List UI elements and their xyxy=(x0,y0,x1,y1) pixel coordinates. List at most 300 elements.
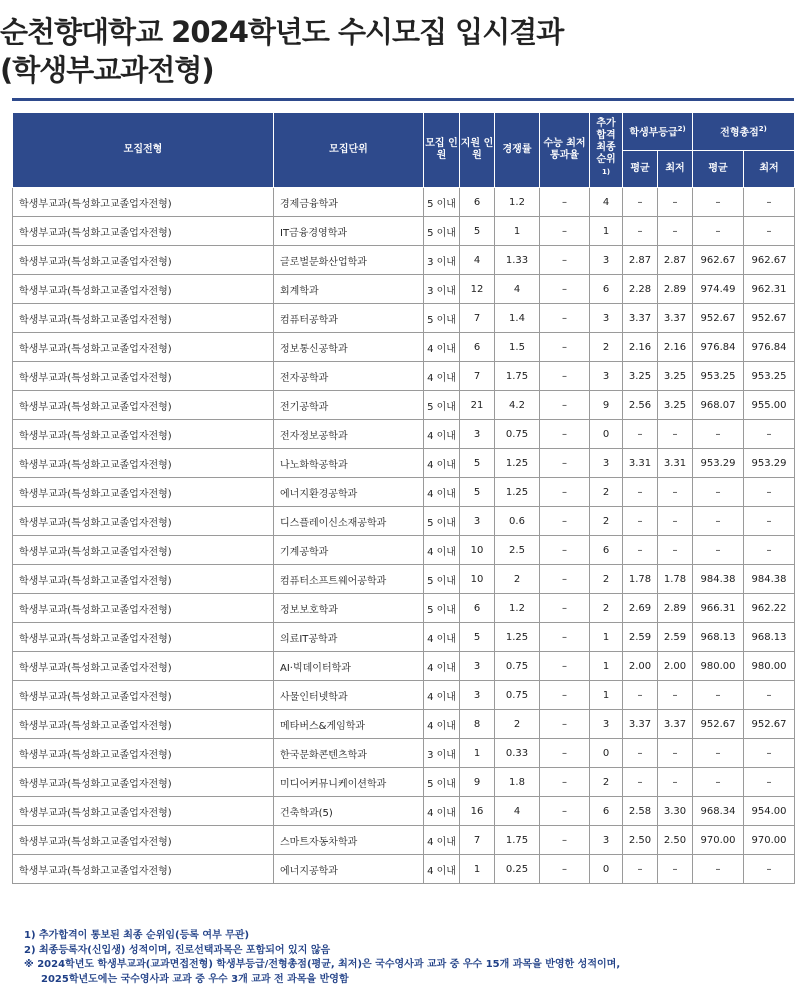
cell-waitlist-rank: 2 xyxy=(590,565,623,594)
cell-unit: 기계공학과 xyxy=(274,536,424,565)
cell-csat-pass: – xyxy=(540,420,590,449)
cell-quota: 4 이내 xyxy=(424,623,460,652)
cell-unit: 컴퓨터소프트웨어공학과 xyxy=(274,565,424,594)
cell-track: 학생부교과(특성화고교졸업자전형) xyxy=(13,246,274,275)
header-score-avg: 평균 xyxy=(693,151,744,188)
cell-quota: 5 이내 xyxy=(424,565,460,594)
header-score-min: 최저 xyxy=(744,151,795,188)
cell-csat-pass: – xyxy=(540,275,590,304)
cell-grade-min: 1.78 xyxy=(658,565,693,594)
cell-grade-min: 3.30 xyxy=(658,797,693,826)
cell-grade-min: 3.25 xyxy=(658,362,693,391)
cell-csat-pass: – xyxy=(540,507,590,536)
cell-unit: 미디어커뮤니케이션학과 xyxy=(274,768,424,797)
footnote-1: 1) 추가합격이 통보된 최종 순위임(등록 여부 무관) xyxy=(24,930,250,941)
cell-grade-min: 3.37 xyxy=(658,710,693,739)
cell-track: 학생부교과(특성화고교졸업자전형) xyxy=(13,420,274,449)
cell-quota: 4 이내 xyxy=(424,362,460,391)
cell-unit: 전자공학과 xyxy=(274,362,424,391)
cell-ratio: 0.25 xyxy=(495,855,540,884)
cell-waitlist-rank: 3 xyxy=(590,449,623,478)
cell-score-min: 952.67 xyxy=(744,710,795,739)
cell-score-avg: – xyxy=(693,681,744,710)
header-applicants: 지원 인원 xyxy=(460,113,495,188)
cell-csat-pass: – xyxy=(540,246,590,275)
cell-score-avg: 962.67 xyxy=(693,246,744,275)
cell-applicants: 3 xyxy=(460,652,495,681)
cell-grade-avg: – xyxy=(623,217,658,246)
cell-track: 학생부교과(특성화고교졸업자전형) xyxy=(13,507,274,536)
cell-waitlist-rank: 3 xyxy=(590,362,623,391)
cell-quota: 5 이내 xyxy=(424,594,460,623)
cell-csat-pass: – xyxy=(540,188,590,217)
table-row xyxy=(13,217,795,246)
cell-score-min: – xyxy=(744,507,795,536)
cell-score-min: 984.38 xyxy=(744,565,795,594)
cell-waitlist-rank: 0 xyxy=(590,420,623,449)
cell-ratio: 1.75 xyxy=(495,362,540,391)
cell-applicants: 12 xyxy=(460,275,495,304)
cell-grade-min: 2.16 xyxy=(658,333,693,362)
cell-score-avg: 952.67 xyxy=(693,710,744,739)
cell-score-avg: 952.67 xyxy=(693,304,744,333)
cell-ratio: 0.33 xyxy=(495,739,540,768)
cell-score-avg: 976.84 xyxy=(693,333,744,362)
cell-csat-pass: – xyxy=(540,768,590,797)
cell-waitlist-rank: 1 xyxy=(590,217,623,246)
cell-waitlist-rank: 2 xyxy=(590,333,623,362)
cell-csat-pass: – xyxy=(540,333,590,362)
cell-csat-pass: – xyxy=(540,623,590,652)
cell-score-min: 962.67 xyxy=(744,246,795,275)
cell-ratio: 0.75 xyxy=(495,420,540,449)
cell-csat-pass: – xyxy=(540,739,590,768)
cell-unit: 사물인터넷학과 xyxy=(274,681,424,710)
table-row xyxy=(13,449,795,478)
cell-quota: 4 이내 xyxy=(424,333,460,362)
cell-waitlist-rank: 6 xyxy=(590,536,623,565)
cell-quota: 3 이내 xyxy=(424,275,460,304)
cell-ratio: 1.25 xyxy=(495,449,540,478)
cell-unit: 글로벌문화산업학과 xyxy=(274,246,424,275)
cell-csat-pass: – xyxy=(540,362,590,391)
cell-waitlist-rank: 2 xyxy=(590,594,623,623)
cell-score-avg: 984.38 xyxy=(693,565,744,594)
cell-grade-min: 2.59 xyxy=(658,623,693,652)
footnote-2: 2) 최종등록자(신입생) 성적이며, 진로선택과목은 포함되어 있지 않음 xyxy=(24,944,331,956)
header-grade-min: 최저 xyxy=(658,151,693,188)
cell-unit: AI·빅데이터학과 xyxy=(274,652,424,681)
cell-csat-pass: – xyxy=(540,478,590,507)
header-quota: 모집 인원 xyxy=(424,113,460,188)
cell-csat-pass: – xyxy=(540,565,590,594)
cell-ratio: 1.2 xyxy=(495,594,540,623)
table-row xyxy=(13,652,795,681)
cell-grade-avg: 3.31 xyxy=(623,449,658,478)
cell-grade-min: – xyxy=(658,217,693,246)
cell-grade-min: – xyxy=(658,739,693,768)
cell-score-avg: – xyxy=(693,217,744,246)
cell-grade-min: 3.25 xyxy=(658,391,693,420)
cell-waitlist-rank: 3 xyxy=(590,304,623,333)
cell-csat-pass: – xyxy=(540,681,590,710)
footnote-3: ※ 2024학년도 학생부교과(교과면접전형) 학생부등급/전형총점(평균, 최저)은 국수영사과 교과 중 우수 15개 과목을 반영한 성적이며, xyxy=(24,959,621,970)
cell-ratio: 1.4 xyxy=(495,304,540,333)
cell-quota: 3 이내 xyxy=(424,246,460,275)
cell-applicants: 5 xyxy=(460,478,495,507)
cell-grade-avg: 2.16 xyxy=(623,333,658,362)
cell-track: 학생부교과(특성화고교졸업자전형) xyxy=(13,188,274,217)
cell-unit: 나노화학공학과 xyxy=(274,449,424,478)
cell-score-avg: – xyxy=(693,420,744,449)
cell-track: 학생부교과(특성화고교졸업자전형) xyxy=(13,594,274,623)
table-row xyxy=(13,420,795,449)
cell-track: 학생부교과(특성화고교졸업자전형) xyxy=(13,478,274,507)
cell-csat-pass: – xyxy=(540,797,590,826)
header-waitlist: 추가 합격 최종 순위 $^{1)}$ xyxy=(590,113,623,188)
cell-score-min: 955.00 xyxy=(744,391,795,420)
cell-track: 학생부교과(특성화고교졸업자전형) xyxy=(13,768,274,797)
cell-grade-min: 2.00 xyxy=(658,652,693,681)
cell-unit: 에너지환경공학과 xyxy=(274,478,424,507)
cell-grade-avg: – xyxy=(623,478,658,507)
cell-score-min: – xyxy=(744,768,795,797)
cell-track: 학생부교과(특성화고교졸업자전형) xyxy=(13,217,274,246)
cell-applicants: 5 xyxy=(460,449,495,478)
cell-unit: 스마트자동차학과 xyxy=(274,826,424,855)
cell-applicants: 21 xyxy=(460,391,495,420)
cell-score-min: 970.00 xyxy=(744,826,795,855)
cell-applicants: 10 xyxy=(460,536,495,565)
cell-quota: 4 이내 xyxy=(424,420,460,449)
cell-score-avg: 974.49 xyxy=(693,275,744,304)
cell-score-avg: – xyxy=(693,188,744,217)
cell-score-min: 962.22 xyxy=(744,594,795,623)
cell-ratio: 1.75 xyxy=(495,826,540,855)
cell-unit: 컴퓨터공학과 xyxy=(274,304,424,333)
cell-unit: 의료IT공학과 xyxy=(274,623,424,652)
cell-grade-min: 2.89 xyxy=(658,275,693,304)
cell-applicants: 6 xyxy=(460,333,495,362)
cell-grade-min: – xyxy=(658,507,693,536)
cell-score-min: 953.29 xyxy=(744,449,795,478)
page-subtitle: (학생부교과전형) xyxy=(0,53,214,87)
cell-track: 학생부교과(특성화고교졸업자전형) xyxy=(13,565,274,594)
table-row xyxy=(13,623,795,652)
cell-track: 학생부교과(특성화고교졸업자전형) xyxy=(13,739,274,768)
cell-ratio: 0.6 xyxy=(495,507,540,536)
cell-waitlist-rank: 2 xyxy=(590,478,623,507)
cell-applicants: 7 xyxy=(460,362,495,391)
cell-ratio: 0.75 xyxy=(495,681,540,710)
table-row xyxy=(13,478,795,507)
cell-grade-avg: – xyxy=(623,420,658,449)
cell-grade-avg: 3.37 xyxy=(623,304,658,333)
table-row xyxy=(13,739,795,768)
cell-quota: 5 이내 xyxy=(424,507,460,536)
cell-score-min: – xyxy=(744,217,795,246)
cell-grade-min: – xyxy=(658,188,693,217)
cell-quota: 4 이내 xyxy=(424,536,460,565)
table-row xyxy=(13,565,795,594)
cell-grade-min: 2.50 xyxy=(658,826,693,855)
cell-track: 학생부교과(특성화고교졸업자전형) xyxy=(13,855,274,884)
cell-unit: 전자정보공학과 xyxy=(274,420,424,449)
cell-unit: 정보보호학과 xyxy=(274,594,424,623)
cell-ratio: 2.5 xyxy=(495,536,540,565)
cell-grade-min: – xyxy=(658,681,693,710)
header-csat-pass: 수능 최저 통과율 xyxy=(540,113,590,188)
cell-applicants: 5 xyxy=(460,623,495,652)
cell-grade-avg: 2.28 xyxy=(623,275,658,304)
cell-grade-avg: – xyxy=(623,681,658,710)
cell-grade-min: 2.87 xyxy=(658,246,693,275)
cell-track: 학생부교과(특성화고교졸업자전형) xyxy=(13,449,274,478)
cell-score-avg: 968.07 xyxy=(693,391,744,420)
cell-ratio: 1.2 xyxy=(495,188,540,217)
cell-ratio: 1.25 xyxy=(495,623,540,652)
cell-track: 학생부교과(특성화고교졸업자전형) xyxy=(13,275,274,304)
cell-ratio: 4 xyxy=(495,797,540,826)
cell-track: 학생부교과(특성화고교졸업자전형) xyxy=(13,681,274,710)
cell-unit: IT금융경영학과 xyxy=(274,217,424,246)
cell-applicants: 10 xyxy=(460,565,495,594)
table-row xyxy=(13,275,795,304)
results-body xyxy=(13,188,795,884)
cell-applicants: 5 xyxy=(460,217,495,246)
table-row xyxy=(13,507,795,536)
results-table xyxy=(12,112,795,884)
table-row xyxy=(13,797,795,826)
cell-waitlist-rank: 2 xyxy=(590,768,623,797)
cell-applicants: 1 xyxy=(460,739,495,768)
cell-score-min: 976.84 xyxy=(744,333,795,362)
cell-track: 학생부교과(특성화고교졸업자전형) xyxy=(13,797,274,826)
cell-track: 학생부교과(특성화고교졸업자전형) xyxy=(13,652,274,681)
header-grade-avg: 평균 xyxy=(623,151,658,188)
cell-quota: 4 이내 xyxy=(424,478,460,507)
cell-waitlist-rank: 6 xyxy=(590,797,623,826)
cell-grade-min: 3.37 xyxy=(658,304,693,333)
cell-track: 학생부교과(특성화고교졸업자전형) xyxy=(13,826,274,855)
cell-score-avg: 953.25 xyxy=(693,362,744,391)
cell-track: 학생부교과(특성화고교졸업자전형) xyxy=(13,623,274,652)
cell-score-min: 953.25 xyxy=(744,362,795,391)
cell-applicants: 9 xyxy=(460,768,495,797)
cell-csat-pass: – xyxy=(540,826,590,855)
table-row xyxy=(13,681,795,710)
cell-score-avg: 966.31 xyxy=(693,594,744,623)
cell-grade-avg: – xyxy=(623,768,658,797)
cell-applicants: 16 xyxy=(460,797,495,826)
cell-grade-avg: 2.00 xyxy=(623,652,658,681)
footnotes xyxy=(24,929,794,987)
cell-quota: 5 이내 xyxy=(424,391,460,420)
header-ratio: 경쟁률 xyxy=(495,113,540,188)
table-row xyxy=(13,362,795,391)
cell-quota: 5 이내 xyxy=(424,217,460,246)
cell-applicants: 6 xyxy=(460,188,495,217)
cell-unit: 정보통신공학과 xyxy=(274,333,424,362)
cell-unit: 건축학과(5) xyxy=(274,797,424,826)
cell-csat-pass: – xyxy=(540,536,590,565)
cell-csat-pass: – xyxy=(540,652,590,681)
cell-quota: 4 이내 xyxy=(424,449,460,478)
table-row xyxy=(13,391,795,420)
cell-waitlist-rank: 3 xyxy=(590,246,623,275)
cell-quota: 4 이내 xyxy=(424,710,460,739)
cell-quota: 4 이내 xyxy=(424,652,460,681)
cell-unit: 한국문화콘텐츠학과 xyxy=(274,739,424,768)
cell-quota: 4 이내 xyxy=(424,855,460,884)
cell-unit: 전기공학과 xyxy=(274,391,424,420)
cell-csat-pass: – xyxy=(540,449,590,478)
cell-applicants: 7 xyxy=(460,826,495,855)
cell-grade-avg: – xyxy=(623,739,658,768)
cell-grade-avg: – xyxy=(623,855,658,884)
cell-waitlist-rank: 0 xyxy=(590,855,623,884)
cell-score-min: 952.67 xyxy=(744,304,795,333)
cell-score-min: – xyxy=(744,478,795,507)
cell-quota: 5 이내 xyxy=(424,188,460,217)
title-divider xyxy=(12,98,794,101)
cell-score-min: – xyxy=(744,855,795,884)
header-score-group: 전형총점$^{2)}$ xyxy=(693,113,795,151)
header-unit: 모집단위 xyxy=(274,113,424,188)
cell-score-avg: – xyxy=(693,768,744,797)
table-row xyxy=(13,768,795,797)
cell-waitlist-rank: 1 xyxy=(590,681,623,710)
table-row xyxy=(13,826,795,855)
cell-score-min: 968.13 xyxy=(744,623,795,652)
cell-ratio: 0.75 xyxy=(495,652,540,681)
cell-waitlist-rank: 4 xyxy=(590,188,623,217)
cell-score-avg: – xyxy=(693,536,744,565)
cell-grade-avg: 3.25 xyxy=(623,362,658,391)
cell-score-min: 980.00 xyxy=(744,652,795,681)
cell-csat-pass: – xyxy=(540,391,590,420)
table-row xyxy=(13,188,795,217)
cell-score-min: – xyxy=(744,739,795,768)
cell-score-min: 954.00 xyxy=(744,797,795,826)
cell-track: 학생부교과(특성화고교졸업자전형) xyxy=(13,391,274,420)
page-title: 순천향대학교 2024학년도 수시모집 입시결과 xyxy=(0,15,564,49)
cell-unit: 경제금융학과 xyxy=(274,188,424,217)
cell-ratio: 1 xyxy=(495,217,540,246)
header-track: 모집전형 xyxy=(13,113,274,188)
cell-csat-pass: – xyxy=(540,304,590,333)
cell-grade-avg: – xyxy=(623,507,658,536)
cell-ratio: 2 xyxy=(495,710,540,739)
cell-applicants: 3 xyxy=(460,507,495,536)
cell-applicants: 3 xyxy=(460,681,495,710)
cell-grade-min: – xyxy=(658,536,693,565)
cell-applicants: 6 xyxy=(460,594,495,623)
cell-ratio: 1.5 xyxy=(495,333,540,362)
cell-score-min: – xyxy=(744,536,795,565)
footnote-4: 2025학년도에는 국수영사과 교과 중 우수 3개 교과 전 과목을 반영함 xyxy=(41,973,349,985)
cell-grade-avg: – xyxy=(623,536,658,565)
cell-applicants: 3 xyxy=(460,420,495,449)
cell-score-avg: 953.29 xyxy=(693,449,744,478)
cell-waitlist-rank: 0 xyxy=(590,739,623,768)
cell-track: 학생부교과(특성화고교졸업자전형) xyxy=(13,333,274,362)
table-row xyxy=(13,333,795,362)
cell-grade-min: 2.89 xyxy=(658,594,693,623)
cell-applicants: 1 xyxy=(460,855,495,884)
cell-score-avg: – xyxy=(693,739,744,768)
cell-grade-avg: 2.58 xyxy=(623,797,658,826)
cell-score-avg: 980.00 xyxy=(693,652,744,681)
cell-grade-min: – xyxy=(658,768,693,797)
table-row xyxy=(13,304,795,333)
cell-score-avg: – xyxy=(693,507,744,536)
cell-track: 학생부교과(특성화고교졸업자전형) xyxy=(13,362,274,391)
header-grade-group: 학생부등급$^{2)}$ xyxy=(623,113,693,151)
cell-grade-avg: 1.78 xyxy=(623,565,658,594)
cell-quota: 4 이내 xyxy=(424,681,460,710)
cell-score-avg: 968.13 xyxy=(693,623,744,652)
cell-ratio: 1.25 xyxy=(495,478,540,507)
cell-csat-pass: – xyxy=(540,855,590,884)
cell-csat-pass: – xyxy=(540,710,590,739)
cell-ratio: 4.2 xyxy=(495,391,540,420)
cell-waitlist-rank: 2 xyxy=(590,507,623,536)
table-row xyxy=(13,246,795,275)
cell-ratio: 2 xyxy=(495,565,540,594)
cell-waitlist-rank: 1 xyxy=(590,623,623,652)
cell-unit: 회계학과 xyxy=(274,275,424,304)
cell-quota: 4 이내 xyxy=(424,797,460,826)
cell-waitlist-rank: 6 xyxy=(590,275,623,304)
cell-csat-pass: – xyxy=(540,594,590,623)
cell-grade-min: 3.31 xyxy=(658,449,693,478)
cell-unit: 디스플레이신소재공학과 xyxy=(274,507,424,536)
cell-score-avg: – xyxy=(693,478,744,507)
cell-unit: 메타버스&게임학과 xyxy=(274,710,424,739)
cell-score-min: – xyxy=(744,681,795,710)
cell-track: 학생부교과(특성화고교졸업자전형) xyxy=(13,710,274,739)
cell-waitlist-rank: 3 xyxy=(590,710,623,739)
table-row xyxy=(13,536,795,565)
cell-grade-avg: 2.69 xyxy=(623,594,658,623)
cell-grade-avg: 2.50 xyxy=(623,826,658,855)
cell-unit: 에너지공학과 xyxy=(274,855,424,884)
cell-ratio: 1.33 xyxy=(495,246,540,275)
cell-ratio: 4 xyxy=(495,275,540,304)
cell-grade-min: – xyxy=(658,855,693,884)
cell-grade-avg: 2.56 xyxy=(623,391,658,420)
cell-score-min: 962.31 xyxy=(744,275,795,304)
cell-score-min: – xyxy=(744,188,795,217)
cell-grade-min: – xyxy=(658,420,693,449)
cell-applicants: 8 xyxy=(460,710,495,739)
cell-score-avg: 968.34 xyxy=(693,797,744,826)
cell-grade-avg: 3.37 xyxy=(623,710,658,739)
cell-score-min: – xyxy=(744,420,795,449)
cell-grade-avg: 2.87 xyxy=(623,246,658,275)
cell-applicants: 4 xyxy=(460,246,495,275)
cell-track: 학생부교과(특성화고교졸업자전형) xyxy=(13,304,274,333)
cell-track: 학생부교과(특성화고교졸업자전형) xyxy=(13,536,274,565)
cell-csat-pass: – xyxy=(540,217,590,246)
cell-waitlist-rank: 9 xyxy=(590,391,623,420)
cell-score-avg: 970.00 xyxy=(693,826,744,855)
cell-grade-min: – xyxy=(658,478,693,507)
cell-waitlist-rank: 1 xyxy=(590,652,623,681)
cell-quota: 5 이내 xyxy=(424,304,460,333)
cell-score-avg: – xyxy=(693,855,744,884)
